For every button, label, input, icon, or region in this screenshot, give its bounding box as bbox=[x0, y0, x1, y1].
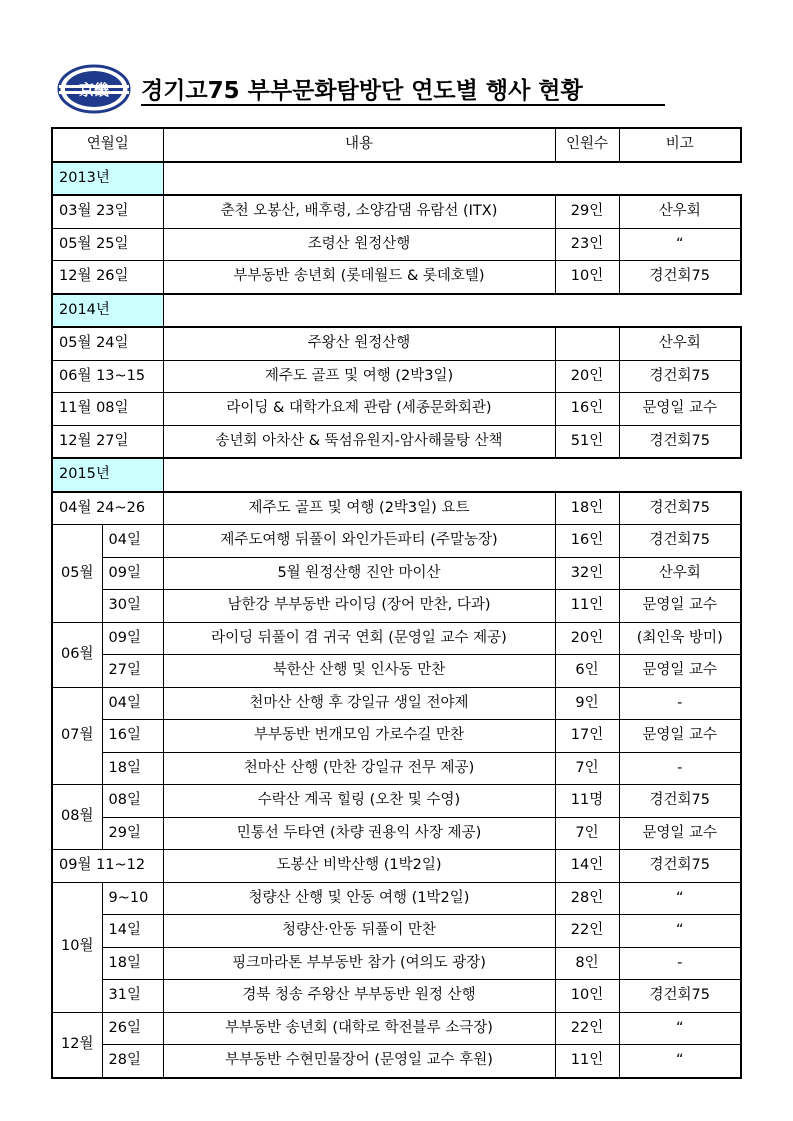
table-row bbox=[52, 687, 741, 720]
day-cell: 09일 bbox=[102, 557, 163, 590]
table-row bbox=[52, 195, 741, 228]
content-cell: 제주도여행 뒤풀이 와인가든파티 (주말농장) bbox=[163, 525, 555, 558]
content-cell: 부부동반 번개모임 가로수길 만찬 bbox=[163, 720, 555, 753]
content-cell: 청량산·안동 뒤풀이 만찬 bbox=[163, 915, 555, 948]
month-cell: 08월 bbox=[52, 785, 102, 850]
content-cell: 조령산 원정산행 bbox=[163, 228, 555, 261]
date-cell: 04월 24~26 bbox=[52, 492, 163, 525]
note-cell: “ bbox=[619, 1045, 741, 1078]
table-row bbox=[52, 1045, 741, 1078]
content-cell: 경북 청송 주왕산 부부동반 원정 산행 bbox=[163, 980, 555, 1013]
count-cell: 28인 bbox=[555, 882, 619, 915]
content-cell: 송년회 아차산 & 뚝섬유원지-암사해물탕 산책 bbox=[163, 425, 555, 458]
count-cell: 6인 bbox=[555, 655, 619, 688]
day-cell: 26일 bbox=[102, 1012, 163, 1045]
count-cell: 20인 bbox=[555, 360, 619, 393]
table-row bbox=[52, 492, 741, 525]
day-cell: 04일 bbox=[102, 687, 163, 720]
year-row bbox=[52, 294, 741, 328]
day-cell: 9~10 bbox=[102, 882, 163, 915]
year-label: 2015년 bbox=[52, 458, 163, 492]
count-cell: 29인 bbox=[555, 195, 619, 228]
content-cell: 춘천 오봉산, 배후령, 소양감댐 유람선 (ITX) bbox=[163, 195, 555, 228]
year-row bbox=[52, 458, 741, 492]
header-count: 인원수 bbox=[555, 128, 619, 162]
table-row bbox=[52, 915, 741, 948]
content-cell: 청량산 산행 및 안동 여행 (1박2일) bbox=[163, 882, 555, 915]
content-cell: 도봉산 비박산행 (1박2일) bbox=[163, 850, 555, 883]
date-cell: 03월 23일 bbox=[52, 195, 163, 228]
note-cell: 산우회 bbox=[619, 195, 741, 228]
content-cell: 부부동반 송년회 (대학로 학전블루 소극장) bbox=[163, 1012, 555, 1045]
date-cell: 12월 27일 bbox=[52, 425, 163, 458]
note-cell: 산우회 bbox=[619, 557, 741, 590]
page-title: 경기고75 부부문화탐방단 연도별 행사 현황 bbox=[141, 78, 583, 104]
note-cell: 경건회75 bbox=[619, 360, 741, 393]
count-cell: 10인 bbox=[555, 980, 619, 1013]
header-note: 비고 bbox=[619, 128, 741, 162]
content-cell: 천마산 산행 후 강일규 생일 전야제 bbox=[163, 687, 555, 720]
note-cell: 문영일 교수 bbox=[619, 393, 741, 426]
content-cell: 북한산 산행 및 인사동 만찬 bbox=[163, 655, 555, 688]
table-row bbox=[52, 947, 741, 980]
year-row bbox=[52, 162, 741, 196]
note-cell: - bbox=[619, 752, 741, 785]
count-cell: 23인 bbox=[555, 228, 619, 261]
content-cell: 부부동반 수현민물장어 (문영일 교수 후원) bbox=[163, 1045, 555, 1078]
note-cell: 경건회75 bbox=[619, 261, 741, 294]
day-cell: 18일 bbox=[102, 752, 163, 785]
table-row bbox=[52, 655, 741, 688]
month-cell: 12월 bbox=[52, 1012, 102, 1078]
day-cell: 04일 bbox=[102, 525, 163, 558]
count-cell: 11명 bbox=[555, 785, 619, 818]
count-cell: 11인 bbox=[555, 590, 619, 623]
day-cell: 31일 bbox=[102, 980, 163, 1013]
count-cell: 14인 bbox=[555, 850, 619, 883]
table-row bbox=[52, 817, 741, 850]
count-cell: 22인 bbox=[555, 1012, 619, 1045]
content-cell: 5월 원정산행 진안 마이산 bbox=[163, 557, 555, 590]
table-row bbox=[52, 752, 741, 785]
date-cell: 11월 08일 bbox=[52, 393, 163, 426]
table-row bbox=[52, 393, 741, 426]
note-cell: 경건회75 bbox=[619, 492, 741, 525]
day-cell: 09일 bbox=[102, 622, 163, 655]
table-row bbox=[52, 622, 741, 655]
count-cell: 16인 bbox=[555, 393, 619, 426]
day-cell: 14일 bbox=[102, 915, 163, 948]
year-gap-cell bbox=[163, 458, 741, 492]
content-cell: 주왕산 원정산행 bbox=[163, 327, 555, 360]
count-cell: 32인 bbox=[555, 557, 619, 590]
date-cell: 05월 25일 bbox=[52, 228, 163, 261]
count-cell: 7인 bbox=[555, 752, 619, 785]
note-cell: - bbox=[619, 947, 741, 980]
day-cell: 30일 bbox=[102, 590, 163, 623]
year-gap-cell bbox=[163, 162, 741, 196]
date-cell: 06월 13~15 bbox=[52, 360, 163, 393]
date-cell: 12월 26일 bbox=[52, 261, 163, 294]
content-cell: 제주도 골프 및 여행 (2박3일) 요트 bbox=[163, 492, 555, 525]
note-cell: 산우회 bbox=[619, 327, 741, 360]
header-date: 연월일 bbox=[52, 128, 163, 162]
year-label: 2014년 bbox=[52, 294, 163, 328]
table-row bbox=[52, 228, 741, 261]
table-row bbox=[52, 882, 741, 915]
table-row bbox=[52, 785, 741, 818]
note-cell: 문영일 교수 bbox=[619, 720, 741, 753]
count-cell: 10인 bbox=[555, 261, 619, 294]
day-cell: 28일 bbox=[102, 1045, 163, 1078]
note-cell: “ bbox=[619, 228, 741, 261]
table-row bbox=[52, 980, 741, 1013]
table-row bbox=[52, 261, 741, 294]
content-cell: 제주도 골프 및 여행 (2박3일) bbox=[163, 360, 555, 393]
note-cell: 경건회75 bbox=[619, 525, 741, 558]
date-cell: 09월 11~12 bbox=[52, 850, 163, 883]
table-header-row bbox=[52, 128, 741, 162]
count-cell: 16인 bbox=[555, 525, 619, 558]
day-cell: 18일 bbox=[102, 947, 163, 980]
table-row bbox=[52, 1012, 741, 1045]
note-cell: 경건회75 bbox=[619, 785, 741, 818]
table-row bbox=[52, 525, 741, 558]
note-cell: “ bbox=[619, 1012, 741, 1045]
note-cell: 문영일 교수 bbox=[619, 590, 741, 623]
content-cell: 수락산 계곡 힐링 (오찬 및 수영) bbox=[163, 785, 555, 818]
table-row bbox=[52, 327, 741, 360]
events-table bbox=[51, 127, 742, 1079]
count-cell: 7인 bbox=[555, 817, 619, 850]
day-cell: 16일 bbox=[102, 720, 163, 753]
note-cell: - bbox=[619, 687, 741, 720]
content-cell: 라이딩 & 대학가요제 관람 (세종문화회관) bbox=[163, 393, 555, 426]
count-cell: 51인 bbox=[555, 425, 619, 458]
count-cell: 8인 bbox=[555, 947, 619, 980]
table-row bbox=[52, 557, 741, 590]
note-cell: 문영일 교수 bbox=[619, 817, 741, 850]
day-cell: 08일 bbox=[102, 785, 163, 818]
count-cell: 22인 bbox=[555, 915, 619, 948]
content-cell: 핑크마라톤 부부동반 참가 (여의도 광장) bbox=[163, 947, 555, 980]
content-cell: 부부동반 송년회 (롯데월드 & 롯데호텔) bbox=[163, 261, 555, 294]
table-row bbox=[52, 590, 741, 623]
count-cell: 18인 bbox=[555, 492, 619, 525]
month-cell: 06월 bbox=[52, 622, 102, 687]
note-cell: 경건회75 bbox=[619, 980, 741, 1013]
month-cell: 05월 bbox=[52, 525, 102, 623]
day-cell: 29일 bbox=[102, 817, 163, 850]
header-content: 내용 bbox=[163, 128, 555, 162]
note-cell: “ bbox=[619, 882, 741, 915]
content-cell: 민통선 두타연 (차량 권용익 사장 제공) bbox=[163, 817, 555, 850]
note-cell: 경건회75 bbox=[619, 425, 741, 458]
count-cell: 20인 bbox=[555, 622, 619, 655]
count-cell bbox=[555, 327, 619, 360]
content-cell: 남한강 부부동반 라이딩 (장어 만찬, 다과) bbox=[163, 590, 555, 623]
count-cell: 17인 bbox=[555, 720, 619, 753]
content-cell: 라이딩 뒤풀이 겸 귀국 연회 (문영일 교수 제공) bbox=[163, 622, 555, 655]
note-cell: “ bbox=[619, 915, 741, 948]
note-cell: 경건회75 bbox=[619, 850, 741, 883]
school-logo bbox=[57, 64, 131, 118]
table-row bbox=[52, 360, 741, 393]
table-row bbox=[52, 850, 741, 883]
note-cell: (최인욱 방미) bbox=[619, 622, 741, 655]
note-cell: 문영일 교수 bbox=[619, 655, 741, 688]
day-cell: 27일 bbox=[102, 655, 163, 688]
count-cell: 9인 bbox=[555, 687, 619, 720]
year-gap-cell bbox=[163, 294, 741, 328]
date-cell: 05월 24일 bbox=[52, 327, 163, 360]
month-cell: 10월 bbox=[52, 882, 102, 1012]
logo-text: 京畿 bbox=[78, 81, 110, 99]
year-label: 2013년 bbox=[52, 162, 163, 196]
month-cell: 07월 bbox=[52, 687, 102, 785]
content-cell: 천마산 산행 (만찬 강일규 전무 제공) bbox=[163, 752, 555, 785]
table-row bbox=[52, 720, 741, 753]
title-underline bbox=[141, 104, 665, 106]
table-row bbox=[52, 425, 741, 458]
count-cell: 11인 bbox=[555, 1045, 619, 1078]
